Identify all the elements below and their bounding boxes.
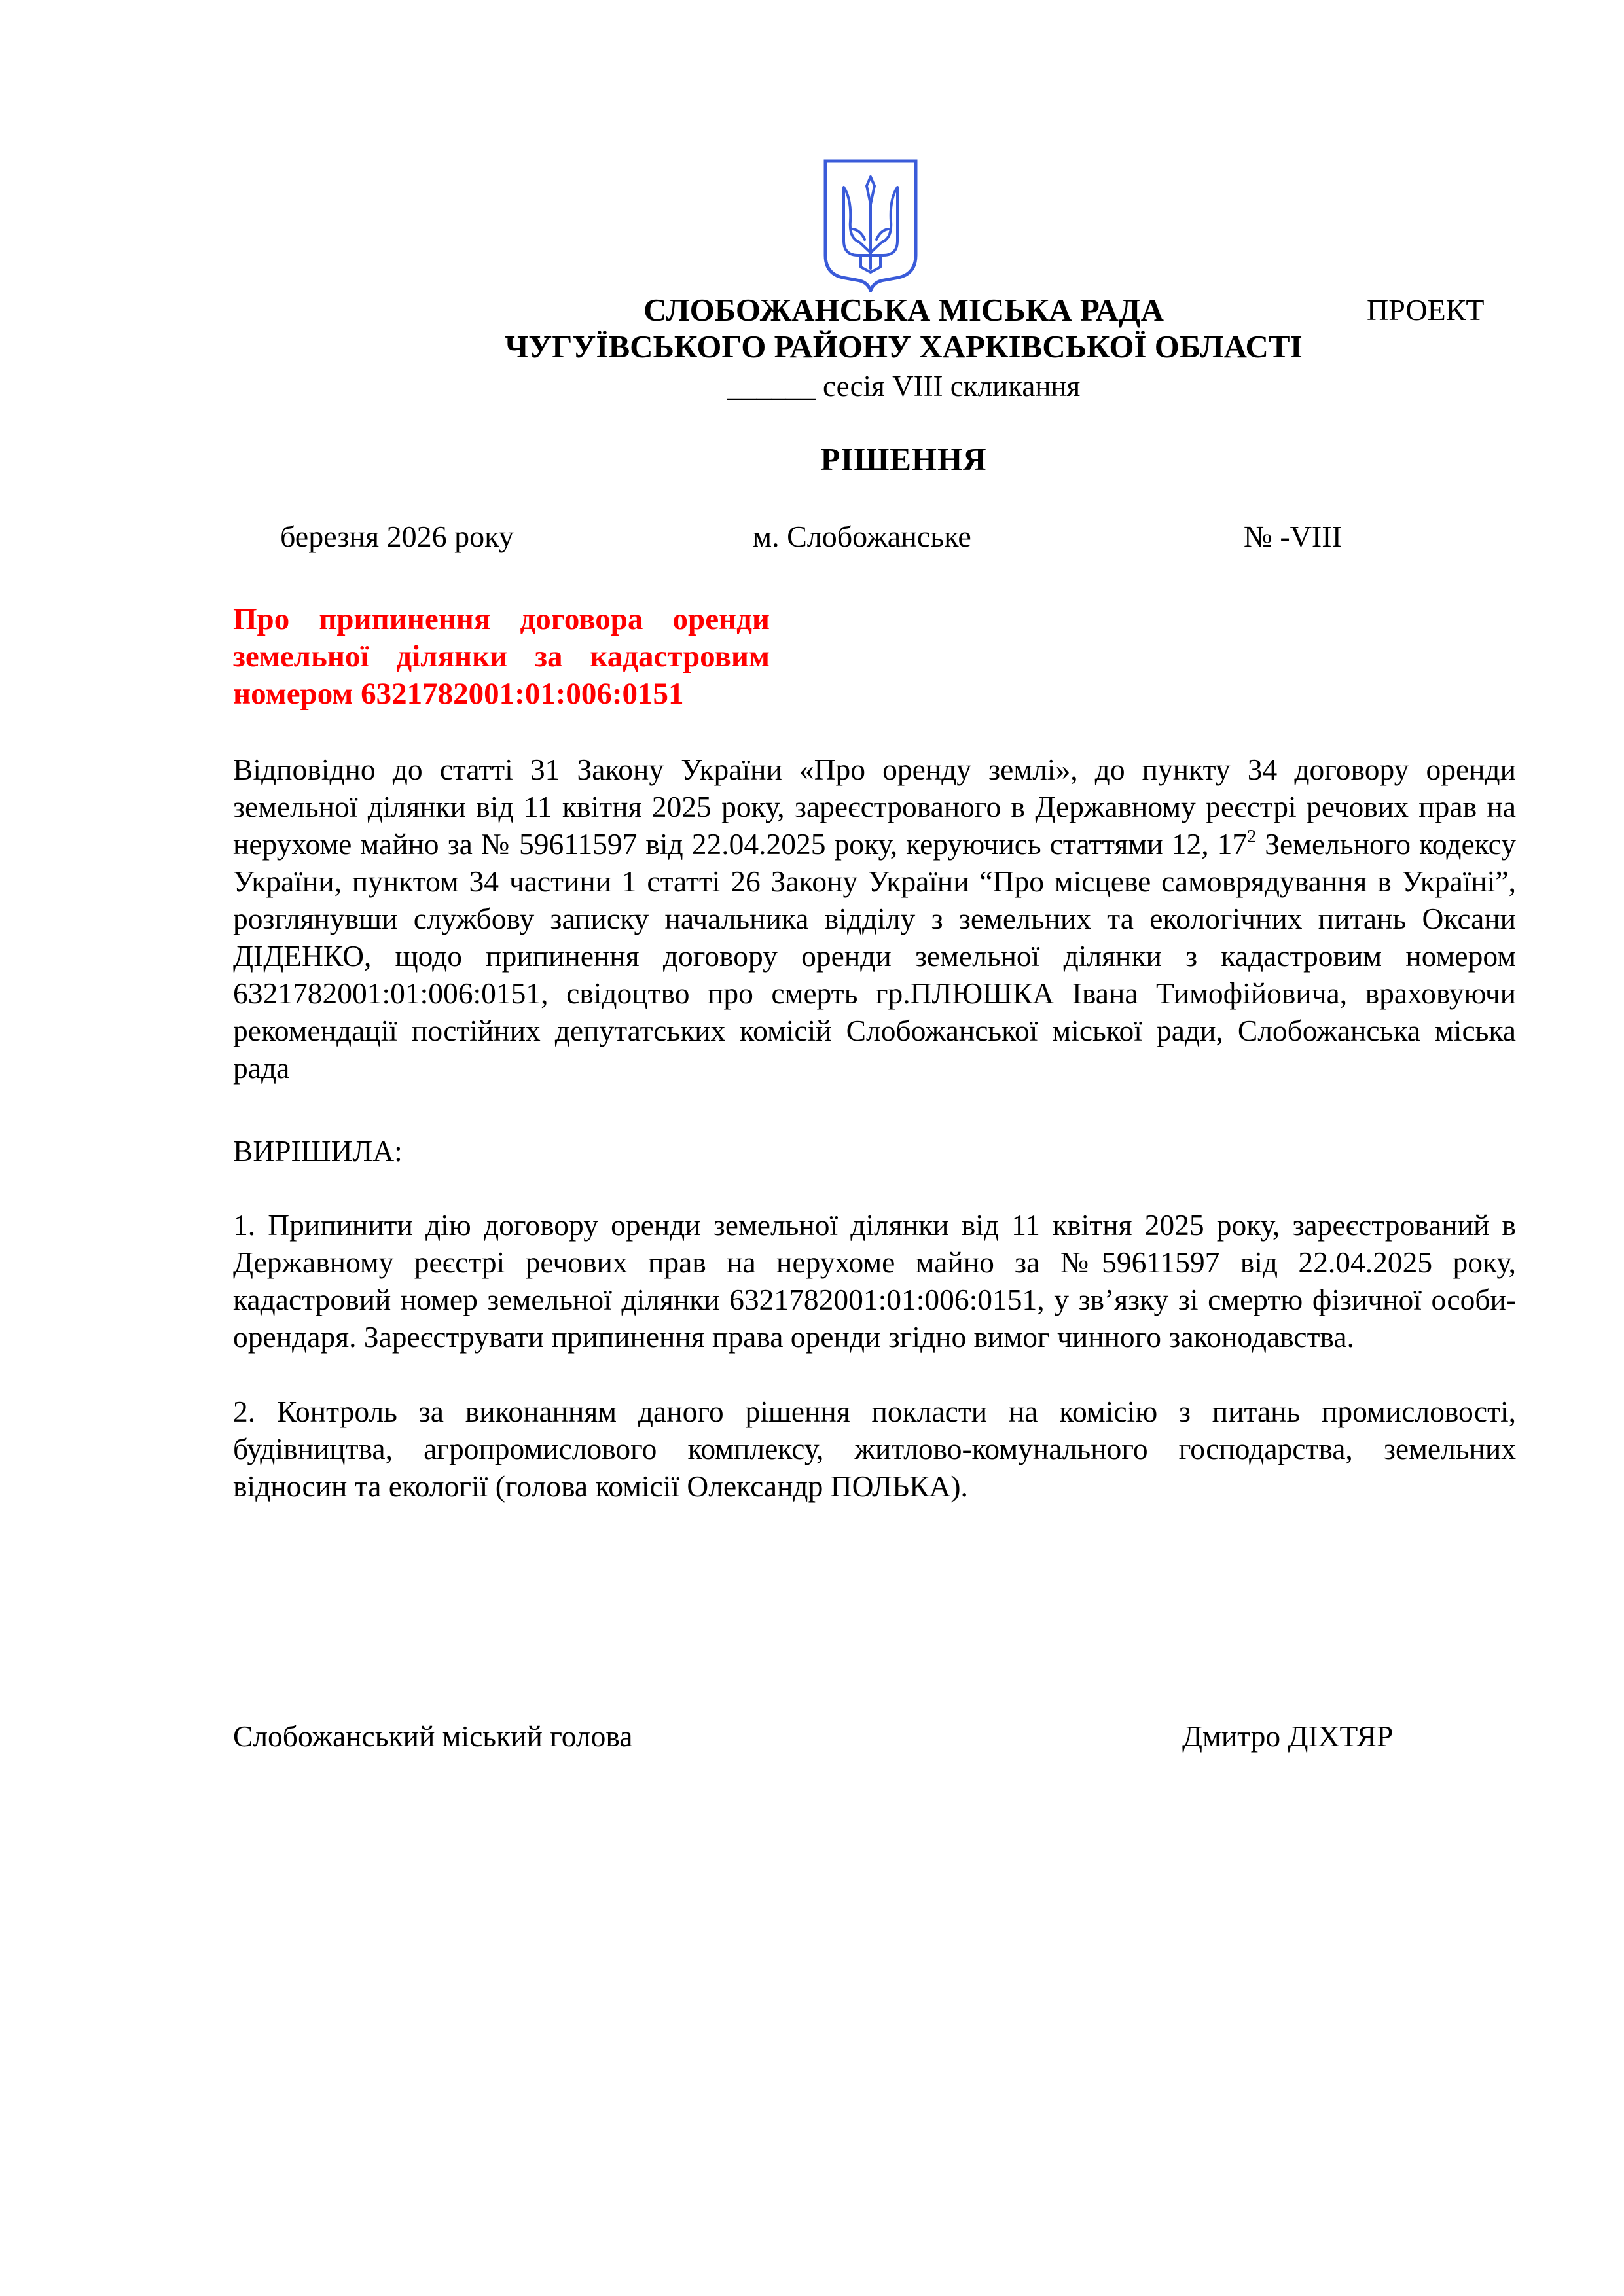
decision-title: РІШЕННЯ <box>820 441 987 477</box>
article-superscript: 2 <box>1247 827 1257 847</box>
subject-line: номером 6321782001:01:006:0151 <box>233 677 684 711</box>
signature-name: Дмитро ДІХТЯР <box>1182 1719 1394 1753</box>
document-city: м. Слобожанське <box>753 520 971 553</box>
document-number: № -VIII <box>1244 520 1342 553</box>
decision-item-2: 2. Контроль за виконанням даного рішення покласти на комісію з питань промисловості, будівництва, агропромислового комплексу, житлово-комунального господарства, земельних відносин та екології (голова комісії Олександр ПОЛЬКА). <box>233 1395 1516 1503</box>
coat-of-arms-icon <box>821 157 920 292</box>
subject-line: Про припинення договора оренди <box>233 602 770 636</box>
council-name-line1: СЛОБОЖАНСЬКА МІСЬКА РАДА <box>643 292 1164 328</box>
document-date: березня 2026 року <box>280 520 514 553</box>
signature-title: Слобожанський міський голова <box>233 1719 633 1753</box>
council-name-line2: ЧУГУЇВСЬКОГО РАЙОНУ ХАРКІВСЬКОЇ ОБЛАСТІ <box>505 329 1303 365</box>
subject-line: земельної ділянки за кадастровим <box>233 639 770 673</box>
preamble-paragraph <box>233 751 1516 1086</box>
draft-label: ПРОЕКТ <box>1367 293 1485 327</box>
session-line: ______ сесія VIII скликання <box>727 370 1081 403</box>
preamble-text-part1: Відповідно до статті 31 Закону України «Про оренду землі», до пункту 34 договору оренди земельної ділянки від 11 квітня 2025 року, зареєстрованого в Державному реєстрі речових прав на нерухоме майно за № 59611597 від 22.04.2025 року, керуючись статтями 12, 17 <box>233 753 1516 861</box>
decision-item-1: 1. Припинити дію договору оренди земельної ділянки від 11 квітня 2025 року, зареєстрований в Державному реєстрі речових прав на нерухоме майно за №59611597 від 22.04.2025 року, кадастровий номер земельної ділянки 6321782001:01:006:0151, у зв’язку зі смертю фізичної особи-орендаря. Зареєструвати припинення права оренди згідно вимог чинного законодавства. <box>233 1208 1516 1354</box>
decision-subject <box>233 601 770 713</box>
preamble-text-part2: Земельного кодексу України, пунктом 34 частини 1 статті 26 Закону України “Про місцеве самоврядування в Україні”, розглянувши службову записку начальника відділу з земельних та екологічних питань Оксани ДІДЕНКО, щодо припинення договору оренди земельної ділянки з кадастровим номером 6321782001:01:006:0151, свідоцтво про смерть гр.ПЛЮШКА Івана Тимофійовича, враховуючи рекомендації постійних депутатських комісій Слобожанської міської ради, Слобожанська міська рада <box>233 827 1516 1085</box>
resolved-label: ВИРІШИЛА: <box>233 1134 403 1168</box>
